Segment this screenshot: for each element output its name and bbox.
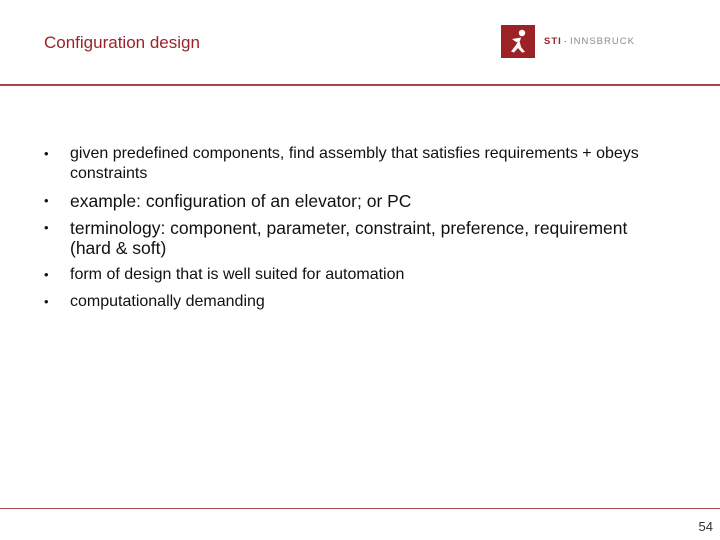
bullet-item: [44, 144, 664, 184]
bullet-item: [44, 191, 664, 211]
bullet-text: computationally demanding: [70, 293, 265, 310]
logo-location: INNSBRUCK: [569, 36, 635, 47]
page-number: 54: [698, 519, 713, 534]
slide-title: Configuration design: [44, 33, 200, 52]
bullet-marker: •: [44, 220, 49, 235]
bullet-marker: •: [44, 267, 49, 282]
header-divider: [0, 84, 720, 86]
bullet-text: form of design that is well suited for automation: [70, 266, 405, 283]
bullet-text: given predefined components, find assembly that satisfies requirements + obeys constraints: [70, 145, 639, 182]
sti-innsbruck-logo: [501, 25, 635, 58]
bullet-marker: •: [44, 294, 49, 309]
bullet-item: [44, 292, 664, 312]
logo-brand: STI: [544, 36, 562, 47]
bullet-text: terminology: component, parameter, constraint, preference, requirement (hard & soft): [70, 218, 628, 258]
logo-text: [544, 36, 635, 47]
bullet-list: [44, 144, 664, 319]
bullet-marker: •: [44, 193, 49, 208]
footer-divider: [0, 508, 720, 509]
bullet-marker: •: [44, 146, 49, 161]
bullet-text: example: configuration of an elevator; or PC: [70, 191, 412, 211]
sti-logo-icon: [501, 25, 535, 58]
logo-separator: ·: [563, 36, 568, 47]
bullet-item: [44, 265, 664, 285]
bullet-item: [44, 218, 664, 258]
